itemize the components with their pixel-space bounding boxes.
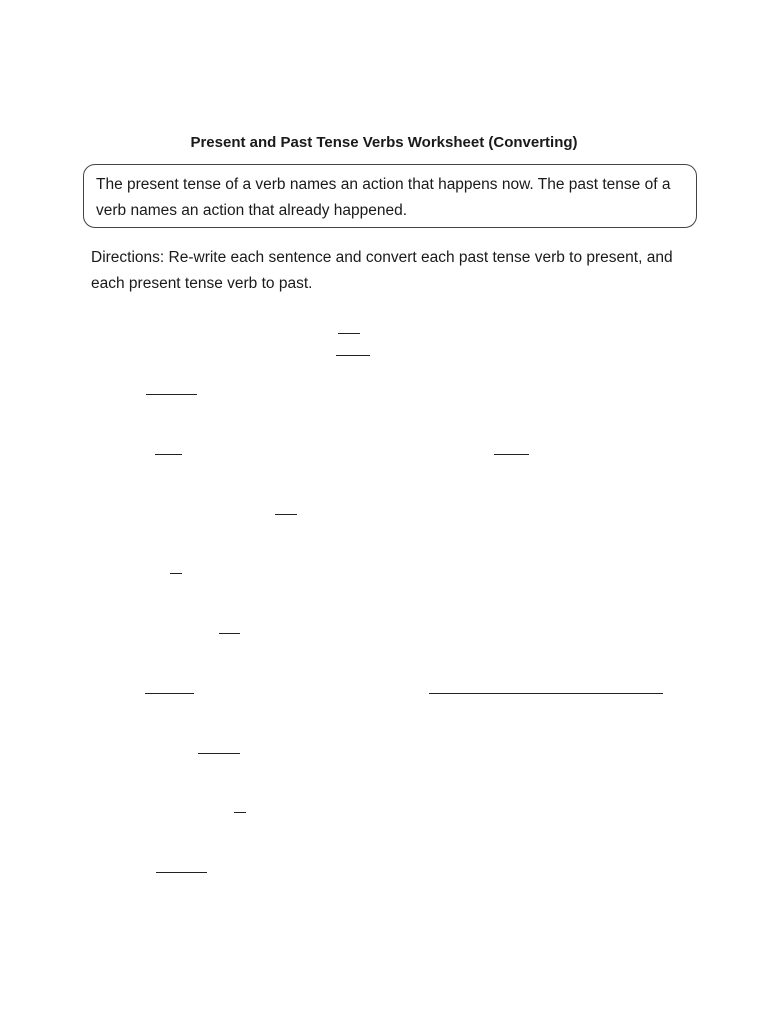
answer-blank-1a[interactable] bbox=[338, 333, 360, 334]
answer-blank-6[interactable] bbox=[219, 633, 240, 634]
answer-blank-7b[interactable] bbox=[429, 693, 663, 694]
answer-blank-5[interactable] bbox=[170, 573, 182, 574]
answer-blank-4[interactable] bbox=[275, 514, 297, 515]
answer-blank-8[interactable] bbox=[198, 753, 240, 754]
definition-box: The present tense of a verb names an action that happens now. The past tense of a verb names an action that already happened. bbox=[83, 164, 697, 228]
answer-blank-9[interactable] bbox=[234, 812, 246, 813]
answer-blank-3a[interactable] bbox=[155, 454, 182, 455]
answer-blank-2[interactable] bbox=[146, 394, 197, 395]
directions-text: Directions: Re-write each sentence and convert each past tense verb to present, and each present tense verb to past. bbox=[91, 249, 673, 292]
worksheet-title: Present and Past Tense Verbs Worksheet (Converting) bbox=[190, 134, 578, 151]
answer-blank-3b[interactable] bbox=[494, 454, 529, 455]
answer-blank-7a[interactable] bbox=[145, 693, 194, 694]
answer-blank-10[interactable] bbox=[156, 872, 207, 873]
answer-blank-1b[interactable] bbox=[336, 355, 370, 356]
